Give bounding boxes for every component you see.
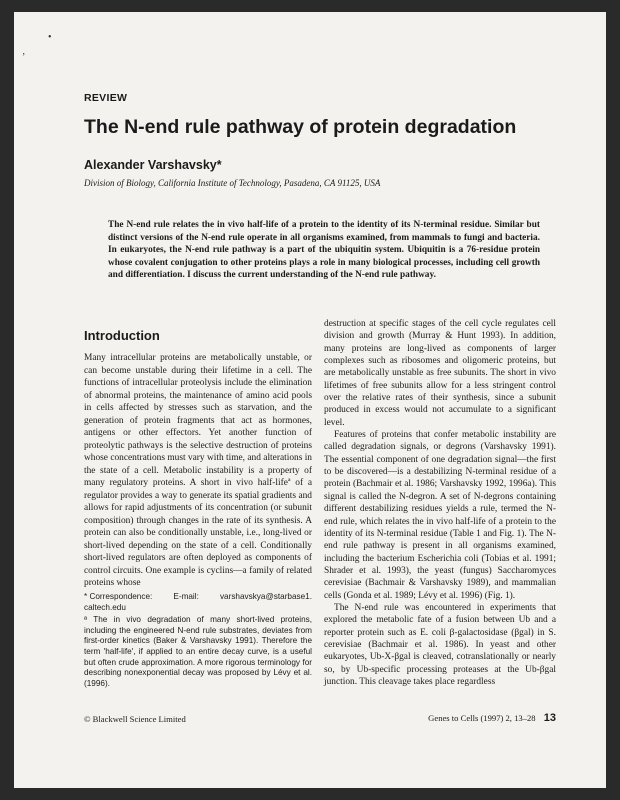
page-number: 13: [543, 712, 556, 724]
body-paragraph-2: Features of proteins that confer metabolic instability are called degradation signals, or degrons (Varshavsky 1991). The essential component of one degradation signal—the first to be discovered—is a destabilizing N-terminal residue of a protein (Bachmair et al. 1986; Varshavsky 1992, 1996a). This signal is called the N-degron. A set of N-degrons containing different destabilizing residues yields a rule, termed the N-end rule, which relates the in vivo half-life of a protein to the identity of its N-terminal residue (Table 1 and Fig. 1). The N-end rule pathway is present in all organisms examined, including the bacterium Escherichia coli (Tobias et al. 1991; Shrader et al. 1993), the yeast (fungus) Saccharomyces cerevisiae (Bachmair & Varshavsky 1989), and mammalian cells (Gonda et al. 1989; Lévy et al. 1996) (Fig. 1).: [324, 430, 556, 601]
body-paragraph-3: The N-end rule was encountered in experiments that explored the metabolic fate of a fusion between Ub and a reporter protein such as E. coli β-galactosidase (βgal) in S. cerevisiae (Bachmair et al. 1986). In yeast and other eukaryotes, Ub-X-βgal is cleaved, cotranslationally or nearly so, by Ub-specific processing proteases at the Ub-βgal junction. This cleavage takes place regardless: [324, 602, 556, 687]
scan-mark-top: •: [48, 32, 52, 43]
scan-mark-side: ‚: [22, 46, 26, 57]
copyright-notice: © Blackwell Science Limited: [84, 714, 186, 724]
abstract: The N-end rule relates the in vivo half-life of a protein to the identity of its N-terminal residue. Similar but distinct versions of the N-end rule operate in all organisms examined, from mammals to fungi and bacteria. In eukaryotes, the N-end rule pathway is a part of the ubiquitin system. Ubiquitin is a 76-residue protein whose covalent conjugation to other proteins plays a role in many biological processes, including cell growth and differentiation. I discuss the current understanding of the N-end rule pathway.: [108, 220, 540, 281]
page-footer: [84, 712, 556, 726]
right-column: [324, 318, 556, 688]
author-affiliation: Division of Biology, California Institute of Technology, Pasadena, CA 91125, USA: [84, 178, 381, 188]
introduction-paragraph: Many intracellular proteins are metabolically unstable, or can become unstable during their lifetime in a cell. The functions of intracellular proteolysis include the elimination of abnormal proteins, the maintenance of amino acid pools in cells affected by stresses such as starvation, and the generation of protein fragments that act as hormones, antigens or other effectors. Yet another function of proteolytic pathways is the selective destruction of proteins whose concentrations must vary with time, and alterations in the state of a cell. Metabolic instability is a property of many regulatory proteins. A short in vivo half-lifeª of a regulator provides a way to generate its spatial gradients and allows for rapid adjustments of its concentration (or subunit composition) through changes in the rate of its synthesis. A protein can also be conditionally unstable, i.e., long-lived or short-lived depending on the state of a cell. Conditionally short-lived regulators are often deployed as components of control circuits. One example is cyclins—a family of related proteins whose: [84, 353, 312, 588]
journal-page: [14, 12, 606, 788]
section-label: REVIEW: [84, 92, 128, 104]
footnote-a: ª The in vivo degradation of many short-lived proteins, including the engineered N-end rule substrates, deviates from first-order kinetics (Baker & Varshavsky 1991). Therefore the term 'half-life', if applied to an entire decay curve, is a useful but often crude approximation. A more rigorous terminology for describing nonexponential decay was proposed by Lévy et al. (1996).: [84, 615, 312, 688]
author-name: Alexander Varshavsky*: [84, 158, 222, 172]
journal-reference: Genes to Cells (1997) 2, 13–28: [428, 713, 536, 723]
email-label: E-mail:: [173, 592, 199, 601]
email-address: varshavskya@starbase1.: [219, 592, 312, 601]
article-title: The N-end rule pathway of protein degradation: [84, 116, 517, 138]
footnotes: [84, 592, 312, 691]
introduction-heading: Introduction: [84, 328, 160, 343]
correspondence-line: [84, 592, 312, 603]
left-column: [84, 328, 312, 590]
email-domain: caltech.edu: [84, 602, 126, 612]
correspondence-label: * Correspondence:: [84, 592, 153, 601]
body-paragraph-1: destruction at specific stages of the cell cycle regulates cell division and growth (Murray & Hunt 1993). In addition, many proteins are long-lived as components of larger complexes such as ribosomes and oligomeric proteins, but are metabolically unstable as free subunits. The short in vivo lifetimes of free subunits allow for a less stringent control over the relative rates of their synthesis, since a subunit produced in excess would not accumulate to a significant level.: [324, 319, 556, 428]
journal-citation: [428, 712, 556, 724]
